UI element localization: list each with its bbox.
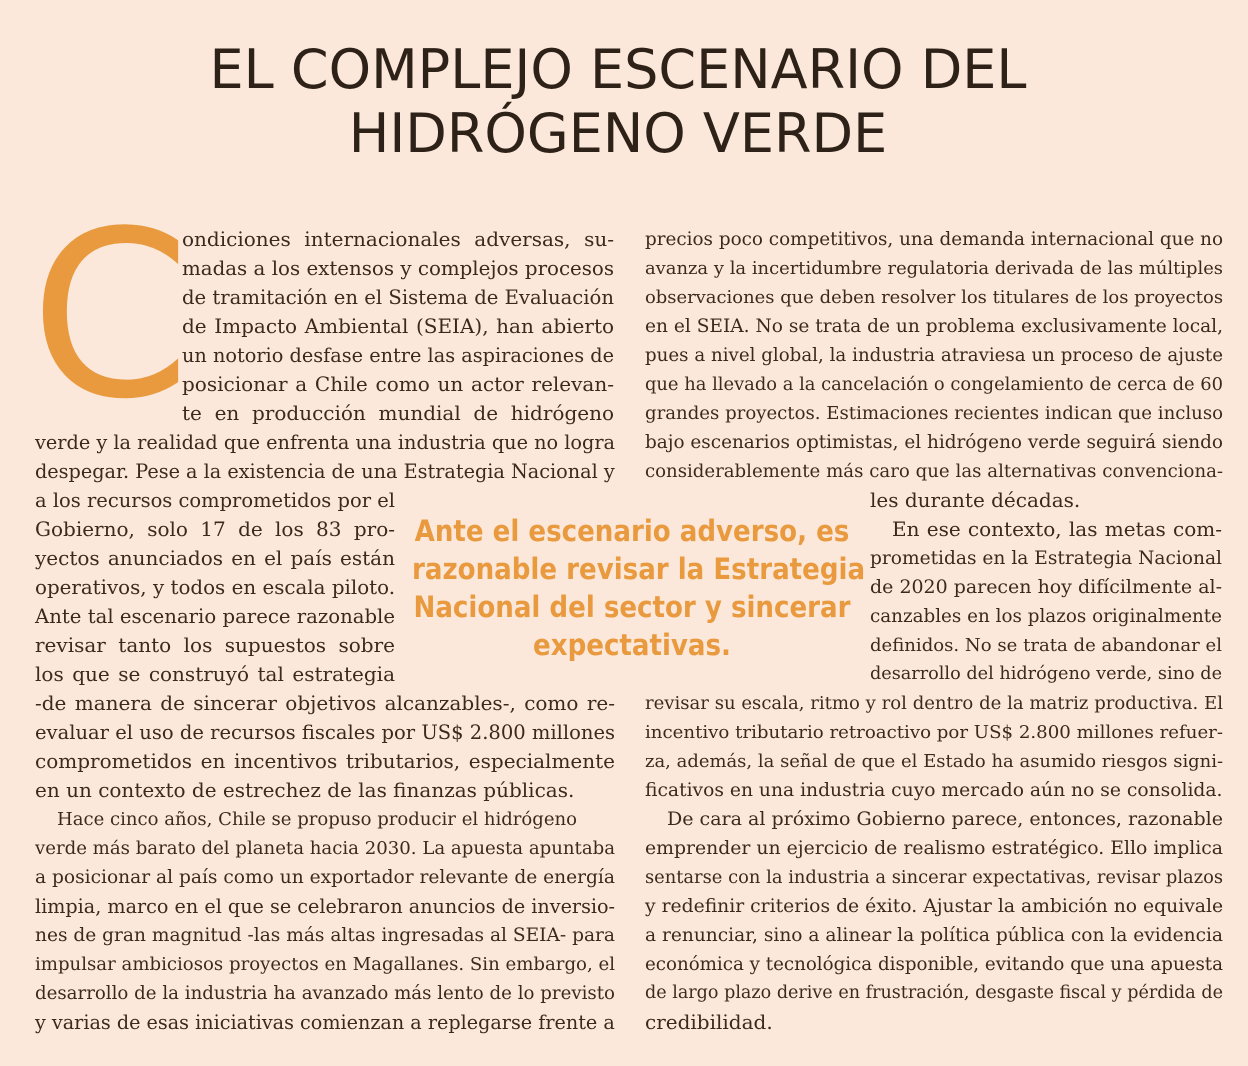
text-line: verde y la realidad que enfrenta una industria que no logra	[35, 431, 616, 454]
text-line: observaciones que deben resolver los titulares de los proyectos	[645, 287, 1224, 308]
text-line: bajo escenarios optimistas, el hidrógeno verde seguirá siendo	[645, 432, 1223, 453]
pull-quote-line: expectativas.	[533, 628, 731, 662]
text-line: credibilidad.	[645, 1010, 773, 1034]
text-line: nes de gran magnitud -las más altas ingresadas al SEIA- para	[35, 925, 615, 946]
text-line: y redefinir criterios de éxito. Ajustar la ambición no equivale	[645, 896, 1224, 917]
text-line: za, además, la señal de que el Estado ha asumido riesgos signi-	[645, 751, 1224, 772]
text-line: de tramitación en el Sistema de Evaluación	[182, 286, 614, 309]
pull-quote-line: razonable revisar la Estrategia	[412, 552, 866, 586]
text-line: De cara al próximo Gobierno parece, entonces, razonable	[667, 808, 1223, 830]
text-line: les durante décadas.	[870, 488, 1081, 512]
text-line: a renunciar, sino a alinear la política pública con la evidencia	[645, 925, 1224, 946]
text-line: revisar su escala, ritmo y rol dentro de la matriz productiva. El	[645, 693, 1224, 714]
text-line: considerablemente más caro que las alternativas convenciona-	[645, 461, 1224, 482]
pull-quote-line: Ante el escenario adverso, es	[414, 514, 850, 548]
text-line: emprender un ejercicio de realismo estratégico. Ello implica	[645, 838, 1224, 859]
text-line: en un contexto de estrechez de las finanzas públicas.	[35, 778, 575, 802]
text-line: madas a los extensos y complejos procesos	[182, 257, 615, 280]
text-line: canzables en los plazos originalmente	[870, 606, 1222, 627]
text-line: a los recursos comprometidos por el	[35, 489, 395, 512]
text-line: desarrollo de la industria ha avanzado más lento de lo previsto	[35, 983, 615, 1004]
text-line: de largo plazo derive en frustración, desgaste fiscal y pérdida de	[645, 983, 1223, 1003]
text-line: ondiciones internacionales adversas, su-	[182, 227, 615, 251]
text-line: precios poco competitivos, una demanda internacional que no	[645, 229, 1224, 250]
article-title	[0, 38, 1236, 166]
pull-quote-line: Nacional del sector y sincerar	[413, 590, 851, 624]
text-line: -de manera de sincerar objetivos alcanzables-, como re-	[35, 691, 615, 715]
text-line: despegar. Pese a la existencia de una Estrategia Nacional y	[35, 460, 615, 483]
text-line: avanza y la incertidumbre regulatoria derivada de las múltiples	[645, 258, 1223, 279]
text-line: prometidas en la Estrategia Nacional	[870, 548, 1222, 569]
text-line: limpia, marco en el que se celebraron anuncios de inversio-	[35, 895, 616, 918]
text-line: Ante tal escenario parece razonable	[35, 605, 395, 628]
text-line: en el SEIA. No se trata de un problema exclusivamente local,	[645, 316, 1223, 337]
text-line: En ese contexto, las metas com-	[892, 517, 1222, 541]
text-line: impulsar ambiciosos proyectos en Magallanes. Sin embargo, el	[35, 954, 615, 975]
text-line: de Impacto Ambiental (SEIA), han abierto	[182, 314, 615, 338]
text-line: los que se construyó tal estrategia	[35, 662, 395, 686]
drop-cap: C	[30, 183, 191, 450]
text-line: grandes proyectos. Estimaciones recientes indican que incluso	[645, 403, 1224, 424]
text-line: un notorio desfase entre las aspiraciones de	[182, 344, 615, 367]
title-line-1: EL COMPLEJO ESCENARIO DEL	[209, 38, 1027, 101]
title-line-2: HIDRÓGENO VERDE	[348, 102, 888, 165]
text-line: ficativos en una industria cuyo mercado aún no se consolida.	[645, 780, 1223, 801]
text-line: revisar tanto los supuestos sobre	[35, 633, 395, 657]
text-line: comprometidos en incentivos tributarios, especialmente	[35, 749, 616, 773]
text-line: definidos. No se trata de abandonar el	[870, 635, 1222, 656]
text-line: de 2020 parecen hoy difícilmente al-	[870, 576, 1222, 598]
text-line: a posicionar al país como un exportador relevante de energía	[35, 867, 615, 888]
text-line: Hace cinco años, Chile se propuso producir el hidrógeno	[57, 809, 577, 830]
text-line: sentarse con la industria a sincerar expectativas, revisar plazos	[645, 867, 1224, 888]
text-line: verde más barato del planeta hacia 2030. La apuesta apuntaba	[35, 838, 616, 859]
text-line: posicionar a Chile como un actor relevan-	[182, 372, 614, 396]
text-line: incentivo tributario retroactivo por US$ 2.800 millones refuer-	[645, 722, 1223, 743]
text-line: pues a nivel global, la industria atraviesa un proceso de ajuste	[645, 345, 1224, 366]
text-line: económica y tecnológica disponible, evitando que una apuesta	[645, 954, 1223, 975]
text-line: Gobierno, solo 17 de los 83 pro-	[35, 517, 395, 541]
text-line: yectos anunciados en el país están	[35, 546, 395, 570]
text-line: desarrollo del hidrógeno verde, sino de	[870, 664, 1223, 684]
text-line: operativos, y todos en escala piloto.	[35, 576, 395, 599]
text-line: que ha llevado a la cancelación o congelamiento de cerca de 60	[645, 374, 1224, 395]
pull-quote	[412, 512, 866, 664]
text-line: te en producción mundial de hidrógeno	[182, 401, 615, 425]
text-line: y varias de esas iniciativas comienzan a replegarse frente a	[35, 1011, 615, 1034]
text-line: evaluar el uso de recursos fiscales por US$ 2.800 millones	[35, 721, 616, 744]
